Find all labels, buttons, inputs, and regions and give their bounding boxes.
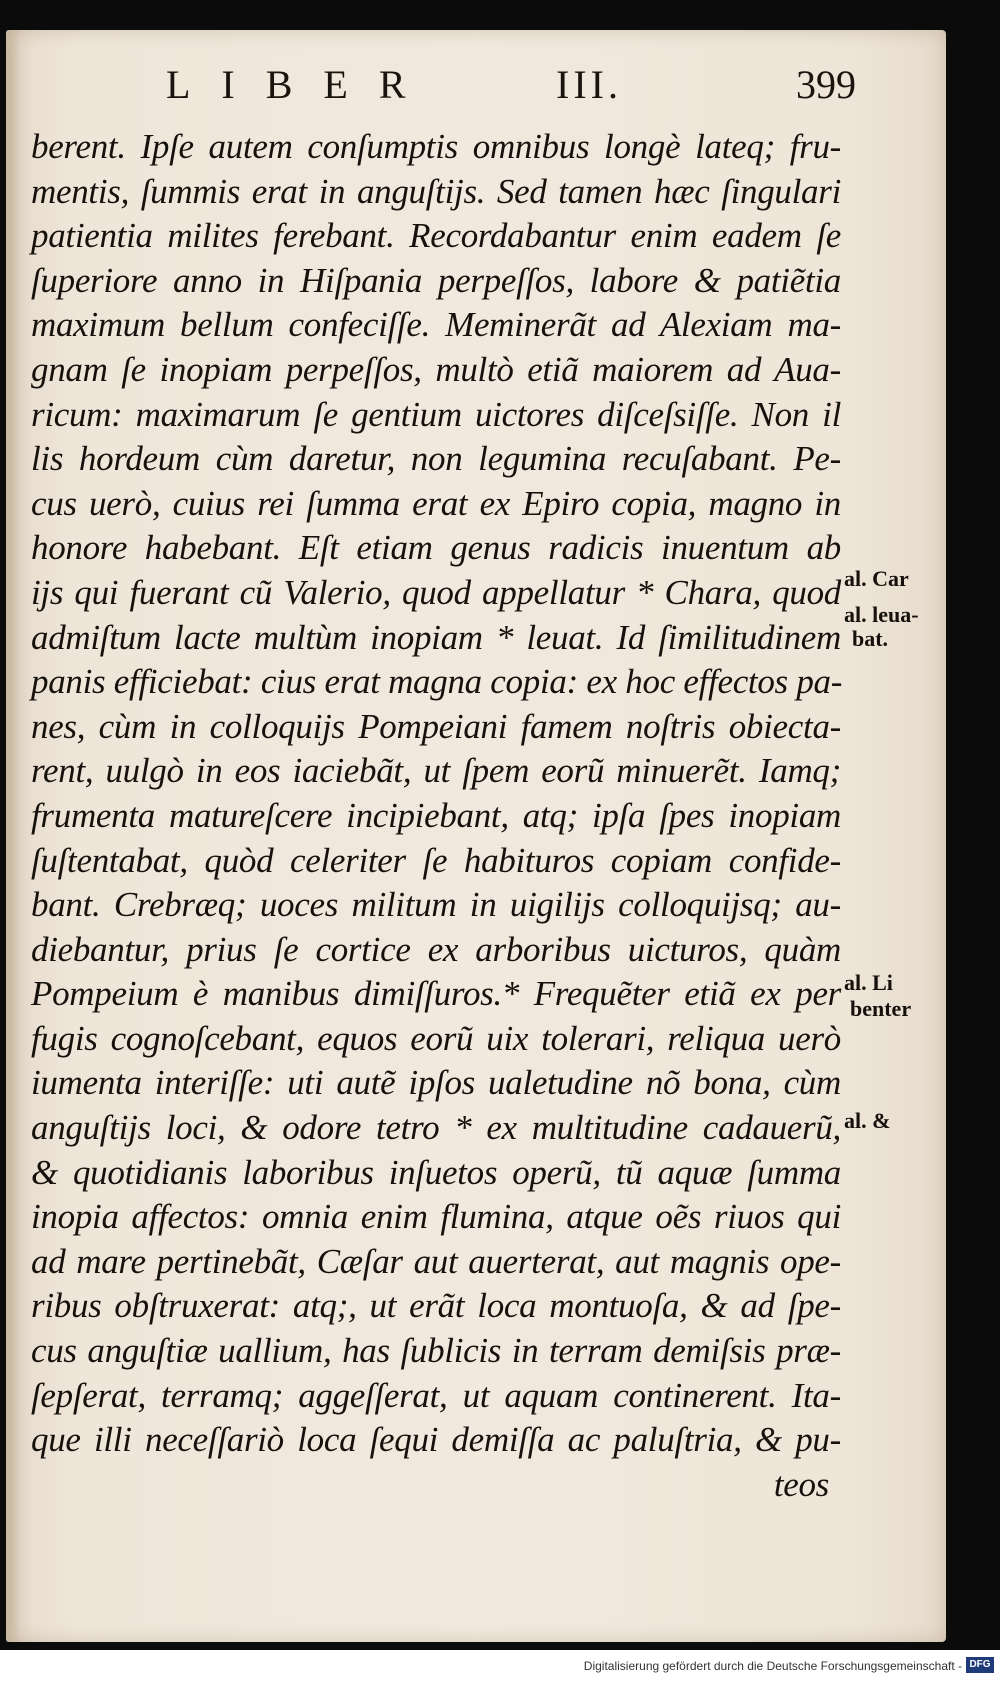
text-line: ſuſtentabat, quòd celeriter ſe habituros copiam confide- xyxy=(31,840,841,880)
text-line: bant. Crebræq; uoces militum in uigilijs colloquijsq; au- xyxy=(31,885,841,925)
page-number: 399 xyxy=(796,62,856,107)
text-line: ijs qui fuerant cũ Valerio, quod appellatur * Chara, quod xyxy=(31,572,841,612)
text-line: berent. Ipſe autem conſumptis omnibus longè lateq; fru- xyxy=(31,127,841,166)
running-head xyxy=(166,60,856,110)
text-line: panis efficiebat: cius erat magna copia: ex hoc effectos pa- xyxy=(31,662,843,702)
margin-note-variant-4: al. & xyxy=(844,1108,891,1133)
text-line: ricum: maximarum ſe gentium uictores diſceſsiſſe. Non il xyxy=(31,394,841,434)
text-line: rent, uulgò in eos iaciebãt, ut ſpem eorũ minuerẽt. Iamq; xyxy=(31,751,841,791)
text-line: maximum bellum confeciſſe. Meminerãt ad Alexiam ma- xyxy=(31,305,841,345)
text-line: honore habebant. Eſt etiam genus radicis inuentum ab xyxy=(31,528,841,568)
text-line: nes, cùm in colloquijs Pompeiani famem noſtris obiecta- xyxy=(31,706,841,746)
text-line: admiſtum lacte multùm inopiam * leuat. Id ſimilitudinem xyxy=(31,617,841,657)
text-line: & quotidianis laboribus inſuetos operũ, tũ aquæ ſumma xyxy=(31,1152,841,1192)
margin-note-variant-3: al. Li xyxy=(844,970,893,995)
text-line: fugis cognoſcebant, equos eorũ uix tolerari, reliqua uerò xyxy=(31,1018,841,1058)
page-gutter-shadow xyxy=(6,30,20,1642)
catchword: teos xyxy=(773,1464,829,1504)
text-line: diebantur, prius ſe cortice ex arboribus uicturos, quàm xyxy=(31,929,841,969)
text-line: Pompeium è manibus dimiſſuros.* Frequẽter etiã ex per xyxy=(31,974,841,1014)
margin-note-variant-2-cont: bat. xyxy=(852,626,889,651)
text-line: anguſtijs loci, & odore tetro * ex multitudine cadauerũ, xyxy=(31,1108,841,1148)
margin-note-variant-1: al. Car xyxy=(844,566,909,591)
running-head-book-number: III. xyxy=(556,62,622,107)
text-line: cus uerò, cuius rei ſumma erat ex Epiro copia, magno in xyxy=(31,483,841,523)
dfg-logo: DFG xyxy=(966,1657,994,1673)
funding-credit: Digitalisierung gefördert durch die Deutsche Forschungsgemeinschaft - xyxy=(583,1659,962,1673)
text-line: ſepſerat, terramq; aggeſſerat, ut aquam continerent. Ita- xyxy=(31,1375,841,1415)
text-line: mentis, ſummis erat in anguſtijs. Sed tamen hæc ſingulari xyxy=(31,171,841,211)
body-text xyxy=(31,125,841,1507)
text-line: lis hordeum cùm daretur, non legumina recuſabant. Pe- xyxy=(31,439,841,479)
text-line: ad mare pertinebãt, Cæſar aut auerterat, aut magnis ope- xyxy=(31,1241,841,1281)
text-line: ribus obſtruxerat: atq;, ut erãt loca montuoſa, & ad ſpe- xyxy=(31,1286,841,1326)
book-page xyxy=(6,30,946,1642)
text-line: cus anguſtiæ uallium, has ſublicis in terram demiſsis præ- xyxy=(31,1331,841,1371)
text-line: que illi neceſſariò loca ſequi demiſſa ac paluſtria, & pu- xyxy=(31,1420,841,1460)
margin-note-variant-2: al. leua- xyxy=(844,602,919,627)
text-line: patientia milites ferebant. Recordabantur enim eadem ſe xyxy=(31,216,841,256)
text-line: iumenta interiſſe: uti autẽ ipſos ualetudine nõ bona, cùm xyxy=(31,1063,841,1103)
digitization-footer xyxy=(0,1650,1000,1681)
text-line: frumenta matureſcere incipiebant, atq; ipſa ſpes inopiam xyxy=(31,795,841,835)
text-line: ſuperiore anno in Hiſpania perpeſſos, labore & patiẽtia xyxy=(31,260,841,300)
text-line: gnam ſe inopiam perpeſſos, multò etiã maiorem ad Aua- xyxy=(31,349,841,389)
margin-note-variant-3-cont: benter xyxy=(850,996,912,1021)
text-line: inopia affectos: omnia enim flumina, atque oẽs riuos qui xyxy=(31,1197,841,1237)
running-head-title: LIBER xyxy=(166,62,437,107)
